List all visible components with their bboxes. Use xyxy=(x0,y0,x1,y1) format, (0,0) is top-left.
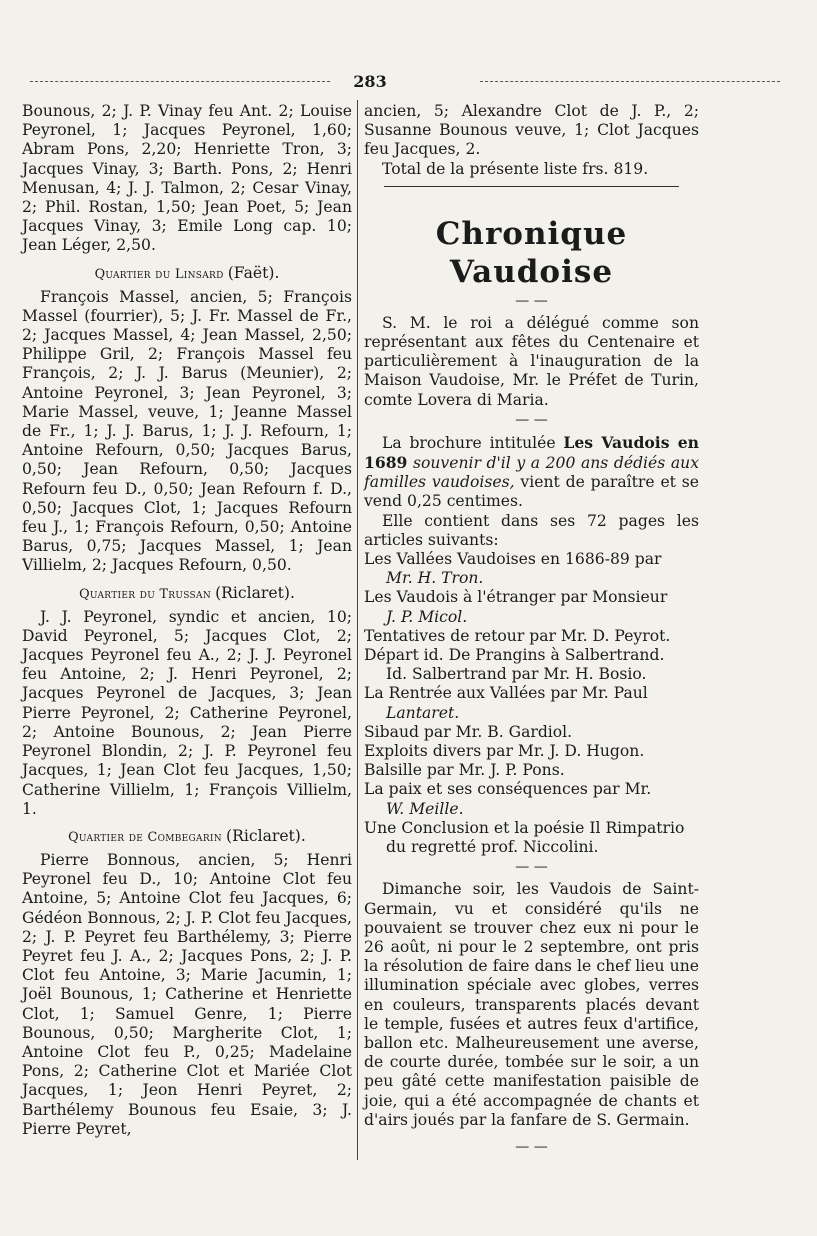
quarter-name: Quartier de Combegarin xyxy=(68,829,222,845)
article-author: Id. Salbertrand par Mr. H. Bosio. xyxy=(386,665,647,684)
left-column xyxy=(22,102,352,1139)
article-author: W. Meille. xyxy=(386,799,464,818)
quarter-place: (Riclaret). xyxy=(215,583,295,602)
column-divider xyxy=(357,100,358,1160)
chronicle-title: Chronique Vaudoise xyxy=(435,215,628,290)
news-item-illumination: Dimanche soir, les Vaudois de Saint-Germain, vu et considéré qu'ils ne pouvaient se trouver chez eux ni pour le 26 août, ni pour le 2 septembre, ont pris la résolution de faire dans le chef lieu une illumination spéciale avec globes, verres en couleurs, transparents placés devant le temple, fusées et autres feux d'artifice, ballon etc. Malheureusement une averse, de courte durée, tombée sur le soir, a un peu gâté cette manifestation paisible de joie, qui a été accompagnée de chants et d'airs joués par la fanfare de S. Germain. xyxy=(364,880,699,1129)
news-separator: — — xyxy=(515,859,548,876)
article-item: Sibaud par Mr. B. Gardiol. xyxy=(364,722,573,741)
donor-list-trussan: J. J. Peyronel, syndic et ancien, 10; David Peyronel, 5; Jacques Clot, 2; Jacques Peyronel feu A., 2; J. J. Peyronel feu Antoine, 2; J. Henri Peyronel, 2; Jacques Peyronel de Jacques, 3; Jean Pierre Peyronel, 2; Catherine Peyronel, 2; Antoine Bounous, 2; Jean Pierre Peyronel Blondin, 2; J. P. Peyronel feu Jacques, 1; Jean Clot feu Jacques, 1,50; Catherine Villielm, 1; François Villielm, 1. xyxy=(22,607,352,818)
brochure-title: Les Vaudois en 1689 xyxy=(364,432,699,473)
article-item: Balsille par Mr. J. P. Pons. xyxy=(364,761,565,780)
quarter-heading-combegarin xyxy=(22,827,352,847)
article-item: Une Conclusion et la poésie Il Rimpatrio xyxy=(364,818,685,837)
article-item: La Rentrée aux Vallées par Mr. Paul xyxy=(364,684,648,703)
donor-list-combegarin: Pierre Bonnous, ancien, 5; Henri Peyronel feu D., 10; Antoine Clot feu Antoine, 5; Antoine Clot feu Jacques, 6; Gédéon Bonnous, 2; J. P. Clot feu Jacques, 2; J. P. Peyret feu Barthélemy, 3; Pierre Peyret feu J. A., 2; Jacques Pons, 2; J. P. Clot feu Antoine, 3; Marie Jacumin, 1; Joël Bounous, 1; Catherine et Henriette Clot, 1; Samuel Genre, 1; Pierre Bounous, 0,50; Margherite Clot, 1; Antoine Clot feu P., 0,25; Madelaine Pons, 2; Catherine Clot et Mariée Clot Jacques, 1; Jeon Henri Peyret, 2; Barthélemy Bounous feu Esaie, 3; J. Pierre Peyret, xyxy=(22,850,352,1138)
article-list xyxy=(364,550,699,857)
header-ornament-right xyxy=(480,81,780,85)
page-number: 283 xyxy=(353,72,387,91)
article-item: Les Vaudois à l'étranger par Monsieur xyxy=(364,588,668,607)
article-item: Tentatives de retour par Mr. D. Peyrot. xyxy=(364,626,671,645)
news-item-brochure xyxy=(364,433,699,512)
donor-list-intro: Bounous, 2; J. P. Vinay feu Ant. 2; Louise Peyronel, 1; Jacques Peyronel, 1,60; Abram Pons, 2,20; Henriette Tron, 3; Jacques Vinay, 3; Barth. Pons, 2; Henri Menusan, 4; J. J. Talmon, 2; Cesar Vinay, 2; Phil. Rostan, 1,50; Jean Poet, 5; Jean Jacques Vinay, 3; Emile Long cap. 10; Jean Léger, 2,50. xyxy=(22,102,352,255)
quarter-heading-trussan xyxy=(22,584,352,604)
quarter-name: Quartier du Trussan xyxy=(79,586,211,602)
header-ornament-left xyxy=(30,81,330,85)
article-item: Exploits divers par Mr. J. D. Hugon. xyxy=(364,742,645,761)
donor-list-linsard: François Massel, ancien, 5; François Massel (fourrier), 5; J. Fr. Massel de Fr., 2; Jacques Massel, 4; Jean Massel, 2,50; Philippe Gril, 2; François Massel feu François, 2; J. J. Barus (Meunier), 2; Antoine Peyronel, 3; Jean Peyronel, 3; Marie Massel, veuve, 1; Jeanne Massel de Fr., 1; J. J. Barus, 1; J. J. Refourn, 1; Antoine Refourn, 0,50; Jacques Barus, 0,50; Jean Refourn, 0,50; Jacques Refourn feu D., 0,50; Jean Refourn f. D., 0,50; Jacques Clot, 1; Jacques Refourn feu J., 1; François Refourn, 0,50; Antoine Barus, 0,75; Jacques Massel, 1; Jean Villielm, 2; Jacques Refourn, 0,50. xyxy=(22,287,352,575)
article-item: La paix et ses conséquences par Mr. xyxy=(364,780,652,799)
brochure-contents-intro: Elle contient dans ses 72 pages les articles suivants: xyxy=(364,511,699,549)
list-total: Total de la présente liste frs. 819. xyxy=(382,159,649,178)
quarter-name: Quartier du Linsard xyxy=(94,266,224,282)
article-author: du regretté prof. Niccolini. xyxy=(386,838,599,857)
quarter-place: (Riclaret). xyxy=(226,826,306,845)
title-separator: — — xyxy=(515,292,548,309)
brochure-price: vient de paraître et se vend 0,25 centimes. xyxy=(364,473,700,511)
donor-list-continued: ancien, 5; Alexandre Clot de J. P., 2; Susanne Bounous veuve, 1; Clot Jacques feu Jacques, 2. xyxy=(364,102,699,159)
article-item: Départ id. De Prangins à Salbertrand. xyxy=(364,646,665,665)
brochure-subtitle: souvenir d'il y a 200 ans dédiés aux familles vaudoises, xyxy=(364,454,699,492)
article-author: Lantaret. xyxy=(386,703,460,722)
quarter-heading-linsard xyxy=(22,264,352,284)
article-author: J. P. Micol. xyxy=(386,607,468,626)
quarter-place: (Faët). xyxy=(227,263,280,282)
news-separator: — — xyxy=(515,411,548,428)
page-header xyxy=(30,72,780,94)
article-author: Mr. H. Tron. xyxy=(386,569,484,588)
brochure-intro: La brochure intitulée xyxy=(382,433,564,452)
end-separator: — — xyxy=(515,1138,548,1155)
article-item: Les Vallées Vaudoises en 1686-89 par xyxy=(364,550,662,569)
right-column xyxy=(364,102,699,1160)
news-item-delegation: S. M. le roi a délégué comme son représentant aux fêtes du Centenaire et particulièrement à l'inauguration de la Maison Vaudoise, Mr. le Préfet de Turin, comte Lovera di Maria. xyxy=(364,313,699,409)
section-rule xyxy=(384,186,679,187)
